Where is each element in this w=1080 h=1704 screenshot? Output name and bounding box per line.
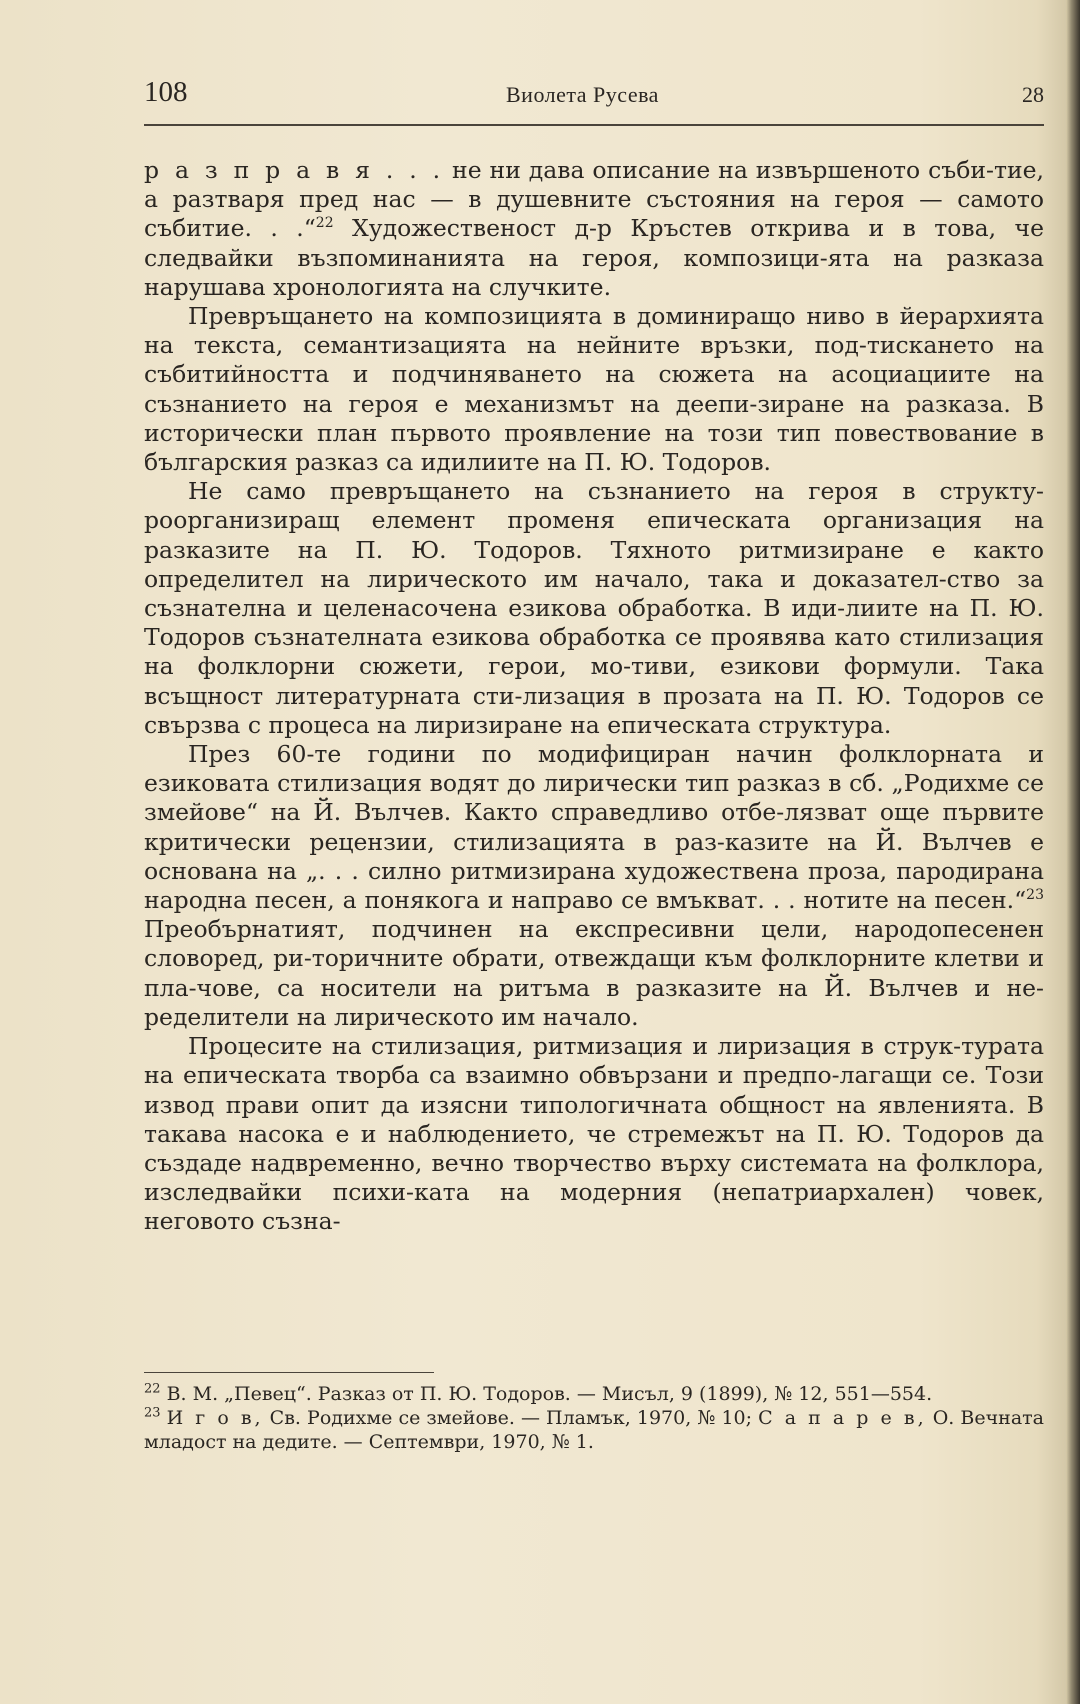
paragraph-4 — [144, 740, 1044, 1032]
footnotes — [144, 1382, 1044, 1454]
paragraph-4-text-b: Преобърнатият, подчинен на експресивни цели, народопесенен словоред, ри-торичните обрати, отвеждащи към фолклорните клетви и пла-чове, са носители на ритъма в разказите на Й. Вълчев и не-ределители на лирическото им начало. — [144, 915, 1044, 1031]
footnote-number: 23 — [144, 1405, 161, 1421]
footnote-text: В. М. „Певец“. Разказ от П. Ю. Тодоров. — Мисъл, 9 (1899), № 12, 551—554. — [160, 1383, 933, 1405]
footnote-text: Св. Родихме се змейове. — Пламък, 1970, № 10; — [263, 1407, 759, 1429]
footnote-ref-23: 23 — [1026, 887, 1044, 904]
paragraph-4-text-a: През 60-те години по модифициран начин фолклорната и езиковата стилизация водят до лирически тип разказ в сб. „Родихме се змейове“ на Й. Вълчев. Както справедливо отбе-лязват още първите критически рецензии, стилизацията в раз-казите на Й. Вълчев е основана на „. . . силно ритмизирана художествена проза, пародирана народна песен, а понякога и направо се вмъкват. . . нотите на песен.“ — [144, 740, 1044, 915]
paragraph-2: Превръщането на композицията в доминиращо ниво в йерархията на текста, семантизацията на нейните връзки, под-тискането на събитийността и подчиняването на сюжета на асоциациите на съзнанието на героя е механизмът на деепи-зиране на разказа. В исторически план първото проявление на този тип повествование в българския разказ са идилиите на П. Ю. Тодоров. — [144, 302, 1044, 477]
page-header — [144, 76, 1044, 116]
footnote-author: С а п а р е в, — [758, 1407, 927, 1429]
running-head-author: Виолета Русева — [506, 82, 659, 107]
footnote-23 — [144, 1406, 1044, 1454]
header-rule — [144, 124, 1044, 126]
footnote-text: О. Вечната младост на дедите. — Септември, 1970, № 1. — [144, 1407, 1045, 1453]
footnote-ref-22: 22 — [315, 215, 334, 232]
paragraph-1-text-b: Художественост д-р Кръстев открива и в това, че следвайки възпоминанията на героя, композици-ята на разказа нарушава хронологията на случките. — [144, 214, 1044, 301]
page-number: 108 — [144, 76, 188, 108]
paragraph-5: Процесите на стилизация, ритмизация и лиризация в струк-турата на епическата творба са взаимно обвързани и предпо-лагащи се. Този извод прави опит да изясни типологичната общност на явленията. В такава насока е и наблюдението, че стремежът на П. Ю. Тодоров да създаде надвременно, вечно творчество върху системата на фолклора, изследвайки психи-ката на модерния (непатриархален) човек, неговото съзна- — [144, 1032, 1044, 1236]
footnote-number: 22 — [144, 1381, 161, 1397]
footnote-rule — [144, 1372, 434, 1373]
footnote-author: И г о в, — [166, 1407, 264, 1429]
footnote-22 — [144, 1382, 1044, 1406]
paragraph-1 — [144, 156, 1044, 302]
page-marker: 28 — [1022, 82, 1044, 107]
body-text — [144, 156, 1044, 1237]
spaced-word: р а з п р а в я . . . — [144, 156, 445, 184]
paragraph-1-text-a: не ни дава описание на извършеното съби-тие, а разтваря пред нас — в душевните състояния на героя — самото събитие. . .“ — [144, 156, 1044, 243]
paragraph-3: Не само превръщането на съзнанието на героя в структу-роорганизиращ елемент променя епическата организация на разказите на П. Ю. Тодоров. Тяхното ритмизиране е както определител на лирическото им начало, така и доказател-ство за съзнателна и целенасочена езикова обработка. В иди-лиите на П. Ю. Тодоров съзнателната езикова обработка се проявява като стилизация на фолклорни сюжети, герои, мо-тиви, езикови формули. Така всъщност литературната сти-лизация в прозата на П. Ю. Тодоров се свързва с процеса на лиризиране на епическата структура. — [144, 477, 1044, 739]
book-spine-shadow — [1066, 0, 1080, 1704]
